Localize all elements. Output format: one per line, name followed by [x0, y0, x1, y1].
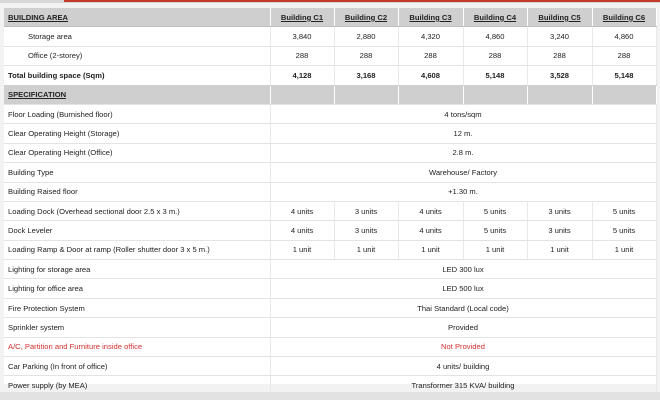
- row-label: Building Raised floor: [4, 182, 270, 201]
- row-label: Loading Dock (Overhead sectional door 2.5 x 3 m.): [4, 201, 270, 220]
- row-label: Clear Operating Height (Office): [4, 143, 270, 162]
- top-border: [0, 0, 660, 3]
- header-blank-cell: [398, 85, 463, 104]
- row-label: Car Parking (In front of office): [4, 357, 270, 376]
- row-label: Building Type: [4, 163, 270, 182]
- row-value: 3 units: [527, 221, 592, 240]
- table-row: [4, 163, 656, 182]
- table-row: [4, 240, 656, 259]
- row-value: 2,880: [334, 27, 398, 46]
- row-label: Sprinkler system: [4, 318, 270, 337]
- row-value: 3,240: [527, 27, 592, 46]
- row-value: 5 units: [592, 201, 656, 220]
- row-value: 288: [463, 46, 527, 65]
- row-value: 1 unit: [270, 240, 334, 259]
- row-value: 3 units: [527, 201, 592, 220]
- table-row: [4, 27, 656, 46]
- table-row: [4, 279, 656, 298]
- row-value: 1 unit: [398, 240, 463, 259]
- row-value: 12 m.: [270, 124, 656, 143]
- row-label: A/C, Partition and Furniture inside office: [4, 337, 270, 356]
- column-header-building: Building C1: [270, 8, 334, 27]
- accent-line: [64, 0, 660, 2]
- column-header-building: Building C4: [463, 8, 527, 27]
- row-label: Clear Operating Height (Storage): [4, 124, 270, 143]
- table-row: [4, 201, 656, 220]
- building-area-heading: BUILDING AREA: [4, 8, 270, 27]
- row-value: 4,860: [463, 27, 527, 46]
- header-blank-cell: [592, 85, 656, 104]
- row-value: 4,320: [398, 27, 463, 46]
- row-label: Floor Loading (Burnished floor): [4, 104, 270, 123]
- bottom-border: [0, 392, 660, 400]
- table-row: [4, 260, 656, 279]
- table-row: [4, 143, 656, 162]
- row-value: 4 units: [398, 221, 463, 240]
- row-label: Lighting for office area: [4, 279, 270, 298]
- header-blank-cell: [463, 85, 527, 104]
- row-value: 4 tons/sqm: [270, 104, 656, 123]
- total-value: 4,608: [398, 66, 463, 85]
- specification-header-row: [4, 85, 656, 104]
- row-value: 3,840: [270, 27, 334, 46]
- row-value: 3 units: [334, 221, 398, 240]
- header-blank-cell: [334, 85, 398, 104]
- row-value: Warehouse/ Factory: [270, 163, 656, 182]
- total-label: Total building space (Sqm): [4, 66, 270, 85]
- row-value: Not Provided: [270, 337, 656, 356]
- table-row: [4, 124, 656, 143]
- table-row: [4, 46, 656, 65]
- row-label: Office (2-storey): [4, 46, 270, 65]
- row-value: 4 units: [398, 201, 463, 220]
- row-label: Storage area: [4, 27, 270, 46]
- row-value: 288: [592, 46, 656, 65]
- row-label: Loading Ramp & Door at ramp (Roller shutter door 3 x 5 m.): [4, 240, 270, 259]
- row-value: 288: [527, 46, 592, 65]
- row-value: 1 unit: [527, 240, 592, 259]
- row-value: 5 units: [592, 221, 656, 240]
- row-value: 4 units/ building: [270, 357, 656, 376]
- row-value: 5 units: [463, 201, 527, 220]
- row-value: Transformer 315 KVA/ building: [270, 376, 656, 395]
- total-value: 3,528: [527, 66, 592, 85]
- total-value: 5,148: [463, 66, 527, 85]
- row-value: 1 unit: [334, 240, 398, 259]
- row-value: 1 unit: [463, 240, 527, 259]
- total-value: 5,148: [592, 66, 656, 85]
- total-value: 3,168: [334, 66, 398, 85]
- table-row: [4, 104, 656, 123]
- total-row: [4, 66, 656, 85]
- row-value: Provided: [270, 318, 656, 337]
- row-label: Fire Protection System: [4, 298, 270, 317]
- building-spec-table: [4, 8, 657, 396]
- row-value: LED 500 lux: [270, 279, 656, 298]
- table-row: [4, 357, 656, 376]
- header-blank-cell: [270, 85, 334, 104]
- row-value: +1.30 m.: [270, 182, 656, 201]
- column-header-building: Building C3: [398, 8, 463, 27]
- row-value: LED 300 lux: [270, 260, 656, 279]
- row-label: Lighting for storage area: [4, 260, 270, 279]
- row-label: Dock Leveler: [4, 221, 270, 240]
- row-value: 4,860: [592, 27, 656, 46]
- table-row: [4, 318, 656, 337]
- table-row: [4, 298, 656, 317]
- row-value: 5 units: [463, 221, 527, 240]
- row-value: 288: [270, 46, 334, 65]
- specification-heading: SPECIFICATION: [4, 85, 270, 104]
- row-value: 4 units: [270, 221, 334, 240]
- spec-sheet: [4, 8, 656, 391]
- row-value: 288: [334, 46, 398, 65]
- column-header-building: Building C2: [334, 8, 398, 27]
- table-row: [4, 182, 656, 201]
- column-header-building: Building C5: [527, 8, 592, 27]
- row-label: Power supply (by MEA): [4, 376, 270, 395]
- table-row: [4, 221, 656, 240]
- row-value: 288: [398, 46, 463, 65]
- row-value: 2.8 m.: [270, 143, 656, 162]
- row-value: 4 units: [270, 201, 334, 220]
- total-value: 4,128: [270, 66, 334, 85]
- column-header-building: Building C6: [592, 8, 656, 27]
- row-value: 3 units: [334, 201, 398, 220]
- header-blank-cell: [527, 85, 592, 104]
- row-value: Thai Standard (Local code): [270, 298, 656, 317]
- table-row: [4, 337, 656, 356]
- header-row: [4, 8, 656, 27]
- row-value: 1 unit: [592, 240, 656, 259]
